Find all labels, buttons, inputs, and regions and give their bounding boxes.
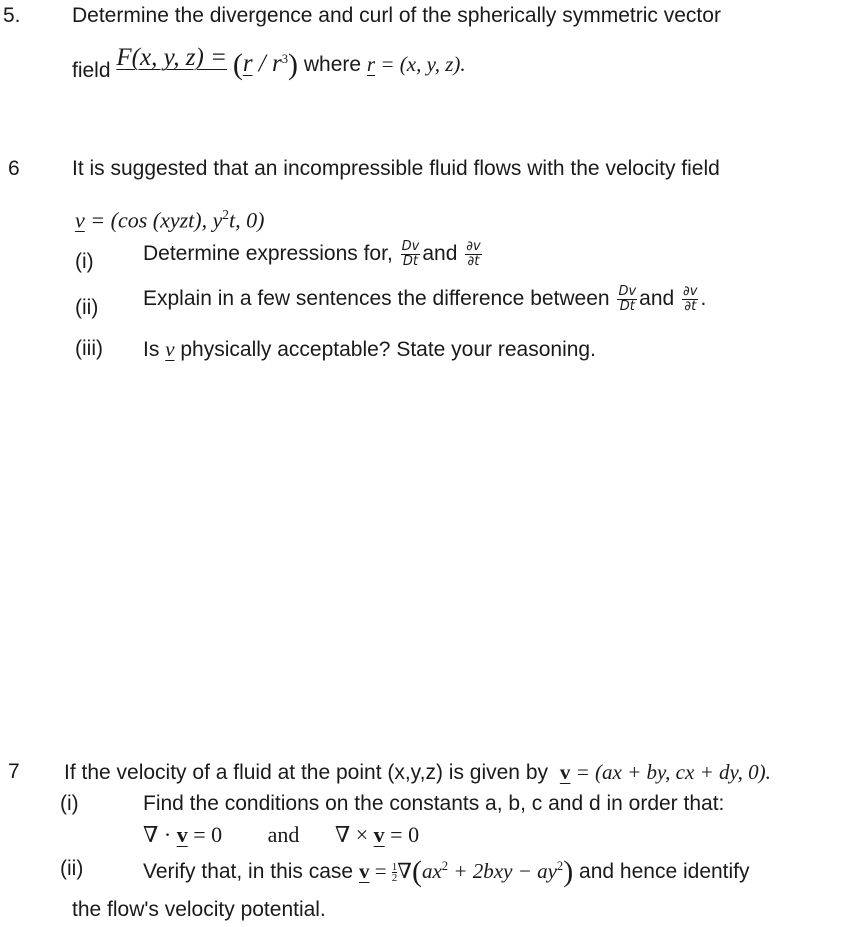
partial-derivative-fraction: $\frac{\partial v}{\partial t}$: [466, 239, 481, 269]
curl-condition: ∇ × v = 0: [334, 822, 420, 847]
exponent: 2: [222, 207, 229, 222]
question-text: Determine the divergence and curl of the spherically symmetric vector: [72, 4, 721, 27]
paren-open: (: [232, 48, 243, 81]
part-text-pre: Is: [143, 338, 160, 361]
expr-term: ax: [421, 859, 442, 883]
vector-v: v: [559, 760, 571, 784]
part-text: Verify that, in this case: [143, 860, 354, 883]
part-label: (i): [75, 250, 94, 273]
part-label: (ii): [75, 296, 99, 319]
equals: =: [369, 859, 392, 883]
conjunction: and: [639, 287, 675, 311]
part-text: Determine expressions for,: [143, 242, 393, 266]
part-text: Explain in a few sentences the difference between: [143, 287, 610, 311]
vector-field-equation: F(x, y, z) =: [116, 44, 227, 71]
vector-v: v: [75, 207, 85, 233]
part-i-text: [143, 240, 484, 269]
paren-open: (: [411, 855, 422, 888]
r-definition: = (x, y, z).: [375, 52, 466, 76]
divergence-condition: ∇ · v = 0: [143, 822, 223, 847]
half-fraction: $\frac{1}{2}$: [391, 860, 398, 884]
question-text: [64, 760, 771, 785]
partial-derivative-fraction: $\frac{\partial v}{\partial t}$: [683, 284, 698, 314]
vector-v: v: [358, 859, 370, 883]
part-text-tail: and hence identify: [579, 860, 750, 883]
part-label: (ii): [60, 857, 84, 880]
velocity-components: = (ax + by, cx + dy, 0).: [570, 760, 771, 784]
velocity-tail: t, 0): [228, 207, 265, 233]
period: .: [700, 287, 707, 311]
question-number: 6: [8, 157, 20, 180]
exponent: 2: [556, 859, 564, 873]
conditions-line: [143, 822, 419, 848]
question-number: 5.: [3, 4, 21, 27]
exponent: 3: [281, 52, 289, 66]
vector-r: r: [366, 52, 376, 76]
material-derivative-fraction: $\frac{Dv}{Dt}$: [401, 239, 420, 269]
question-intro: If the velocity of a fluid at the point (x,y,z) is given by: [64, 761, 549, 784]
part-text-continued: the flow's velocity potential.: [72, 898, 326, 921]
label-field: field: [72, 59, 111, 82]
vector-v: v: [165, 337, 175, 361]
conjunction: and: [267, 822, 300, 847]
question-equation-line: [72, 44, 466, 83]
part-label: (i): [60, 792, 79, 815]
part-label: (iii): [75, 337, 103, 360]
part-text: Find the conditions on the constants a, b, c and d in order that:: [143, 792, 725, 815]
part-ii-text: [143, 285, 706, 314]
part-ii-text: [143, 855, 750, 889]
velocity-components: = (cos (xyzt), y: [84, 207, 223, 233]
question-number: 7: [8, 760, 20, 783]
vector-r: r: [242, 50, 253, 77]
part-text-post: physically acceptable? State your reasoning.: [180, 338, 596, 361]
expr-term: + 2bxy − ay: [448, 859, 557, 883]
paren-close: ): [288, 48, 299, 81]
part-iii-text: [143, 337, 596, 362]
nabla-symbol: ∇: [397, 859, 412, 883]
r-divisor: / r: [252, 50, 282, 77]
paren-close: ): [563, 855, 574, 888]
conjunction: and: [422, 242, 458, 266]
velocity-field-equation: [75, 207, 264, 233]
label-where: where: [303, 53, 362, 76]
question-text: It is suggested that an incompressible fluid flows with the velocity field: [72, 157, 720, 180]
exponent: 2: [441, 859, 449, 873]
material-derivative-fraction: $\frac{Dv}{Dt}$: [618, 284, 637, 314]
